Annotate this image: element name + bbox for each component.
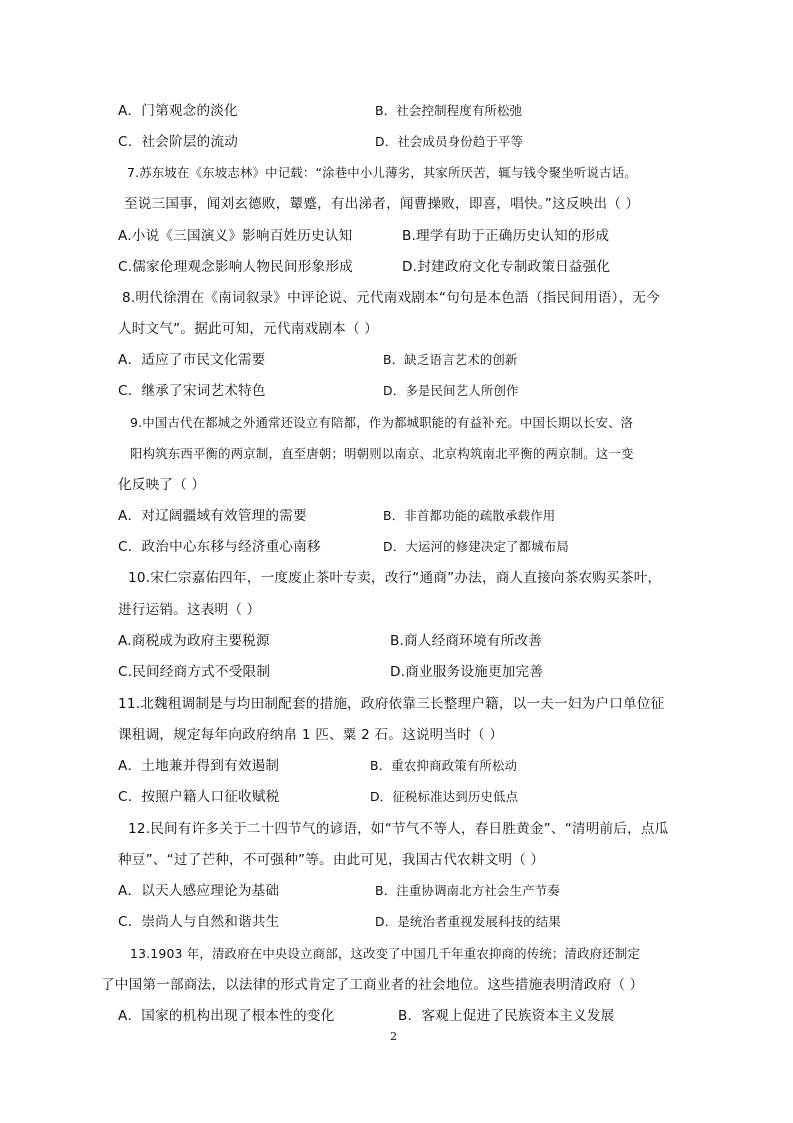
- q11-option-a: A．土地兼并得到有效遏制: [118, 758, 280, 774]
- q10-option-b: B.商人经商环境有所改善: [390, 633, 542, 649]
- q8-option-a: A．适应了市民文化需要: [118, 352, 266, 368]
- q10-stem-2: 进行运销。这表明（ ）: [118, 602, 261, 618]
- q8-stem-2: 人时文气”。据此可知，元代南戏剧本（ ）: [118, 321, 379, 337]
- q9-option-d: D．大运河的修建决定了都城布局: [383, 539, 570, 554]
- q11-stem-1: 11.北魏租调制是与均田制配套的措施，政府依靠三长整理户籍，以一夫一妇为户口单位征: [118, 696, 665, 712]
- q6-option-d: D．社会成员身份趋于平等: [375, 134, 524, 149]
- q9-option-c: C．政治中心东移与经济重心南移: [118, 539, 321, 555]
- q8-option-c: C．继承了宋词艺术特色: [118, 383, 266, 399]
- q12-option-c: C．崇尚人与自然和谐共生: [118, 914, 280, 930]
- page-number: 2: [390, 1030, 397, 1043]
- q7-stem-2: 至说三国事，闻刘玄德败，颦蹙，有出涕者，闻曹操败，即喜，唱快。”这反映出（ ）: [124, 196, 640, 212]
- q10-option-a: A.商税成为政府主要税源: [118, 633, 270, 649]
- q10-stem-1: 10.宋仁宗嘉佑四年，一度废止茶叶专卖，改行“通商”办法，商人直接向茶农购买茶叶，: [128, 570, 662, 586]
- q13-stem-2: 了中国第一部商法，以法律的形式肯定了工商业者的社会地位。这些措施表明清政府（ ）: [101, 977, 644, 993]
- q10-option-d: D.商业服务设施更加完善: [390, 664, 544, 680]
- q13-stem-1: 13.1903 年，清政府在中央设立商部，这改变了中国几千年重农抑商的传统；清政府还制定: [130, 946, 641, 961]
- q7-stem-1: 7.苏东坡在《东坡志林》中记载：“涂巷中小儿薄劣，其家所厌苦，辄与钱令聚坐听说古话。: [127, 165, 637, 180]
- q7-option-c: C.儒家伦理观念影响人物民间形象形成: [118, 259, 353, 275]
- q8-option-d: D．多是民间艺人所创作: [383, 383, 519, 398]
- q6-option-a: A．门第观念的淡化: [118, 103, 238, 119]
- q7-option-a: A.小说《三国演义》影响百姓历史认知: [118, 228, 353, 244]
- q10-option-c: C.民间经商方式不受限制: [118, 664, 271, 680]
- q12-option-d: D．是统治者重视发展科技的结果: [375, 914, 562, 929]
- q8-stem-1: 8.明代徐渭在《南词叙录》中评论说、元代南戏剧本“句句是本色語（指民间用语），无今: [122, 290, 660, 306]
- q11-option-c: C．按照户籍人口征收赋税: [118, 789, 280, 805]
- q8-option-b: B．缺乏语言艺术的创新: [383, 352, 518, 367]
- q6-option-c: C．社会阶层的流动: [118, 134, 239, 150]
- q12-option-b: B．注重协调南北方社会生产节奏: [375, 883, 560, 898]
- q7-option-b: B.理学有助于正确历史认知的形成: [402, 228, 610, 244]
- q9-option-a: A．对辽阔疆域有效管理的需要: [118, 508, 307, 524]
- q9-option-b: B．非首都功能的疏散承载作用: [383, 508, 556, 523]
- q13-option-a: A．国家的机构出现了根本性的变化: [118, 1008, 335, 1024]
- q6-option-b: B．社会控制程度有所松弛: [375, 103, 523, 118]
- q9-stem-3: 化反映了（ ）: [118, 477, 206, 493]
- q11-option-b: B．重农抑商政策有所松动: [370, 758, 518, 773]
- q12-stem-1: 12.民间有许多关于二十四节气的谚语，如“节气不等人，春日胜黄金”、“清明前后，点瓜: [128, 821, 669, 837]
- q11-option-d: D．征税标准达到历史低点: [370, 789, 519, 804]
- q12-stem-2: 种豆”、“过了芒种，不可强种”等。由此可见，我国古代农耕文明（ ）: [118, 852, 545, 868]
- q12-option-a: A．以天人感应理论为基础: [118, 883, 280, 899]
- q7-option-d: D.封建政府文化专制政策日益强化: [402, 259, 611, 275]
- q9-stem-2: 阳构筑东西平衡的两京制，直至唐朝；明朝则以南京、北京构筑南北平衡的两京制。这一变: [130, 446, 634, 461]
- q13-option-b: B．客观上促进了民族资本主义发展: [398, 1008, 615, 1024]
- q11-stem-2: 课租调，规定每年向政府纳帛 1 匹、粟 2 石。这说明当时（ ）: [118, 727, 504, 743]
- q9-stem-1: 9.中国古代在都城之外通常还设立有陪都，作为都城职能的有益补充。中国长期以长安、洛: [130, 415, 634, 430]
